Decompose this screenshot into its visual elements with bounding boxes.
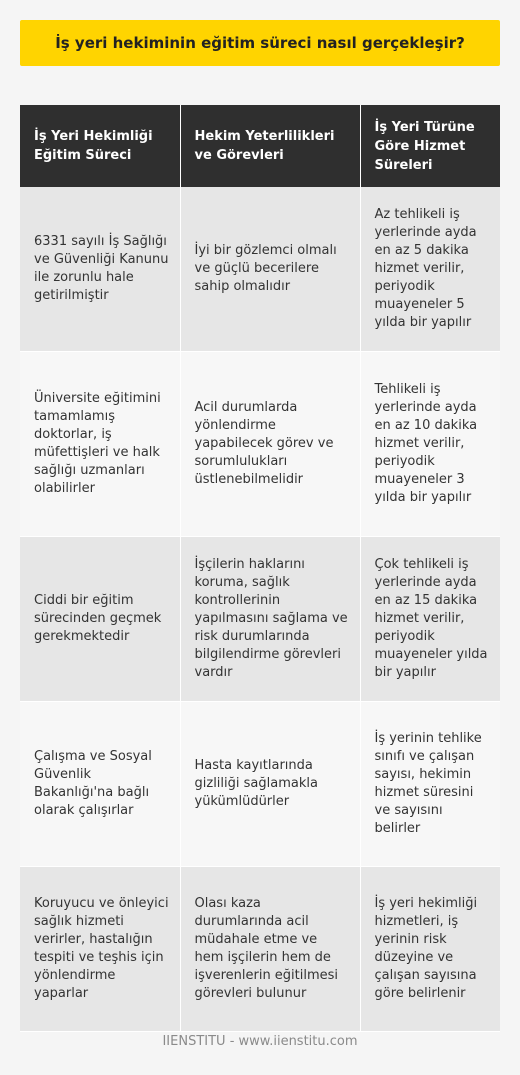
table-row <box>20 537 500 702</box>
column-header: İş Yeri Hekimliği Eğitim Süreci <box>20 105 180 187</box>
table-cell: Az tehlikeli iş yerlerinde ayda en az 5 dakika hizmet verilir, periyodik muayeneler 5 yılda bir yapılır <box>360 187 500 352</box>
table-cell: Çok tehlikeli iş yerlerinde ayda en az 15 dakika hizmet verilir, periyodik muayeneler yılda bir yapılır <box>360 537 500 702</box>
table-cell: İşçilerin haklarını koruma, sağlık kontrollerinin yapılmasını sağlama ve risk durumlarında bilgilendirme görevleri vardır <box>180 537 360 702</box>
table-cell: Çalışma ve Sosyal Güvenlik Bakanlığı'na bağlı olarak çalışırlar <box>20 702 180 867</box>
column-header: Hekim Yeterlilikleri ve Görevleri <box>180 105 360 187</box>
table-header-row <box>20 105 500 187</box>
table-cell: Koruyucu ve önleyici sağlık hizmeti verirler, hastalığın tespiti ve teşhis için yönlendirme yaparlar <box>20 867 180 1032</box>
table-cell: İyi bir gözlemci olmalı ve güçlü becerilere sahip olmalıdır <box>180 187 360 352</box>
table-cell: İş yeri hekimliği hizmetleri, iş yerinin risk düzeyine ve çalışan sayısına göre belirlenir <box>360 867 500 1032</box>
info-table <box>20 105 500 1032</box>
table-cell: Üniversite eğitimini tamamlamış doktorlar, iş müfettişleri ve halk sağlığı uzmanları olabilirler <box>20 352 180 537</box>
footer-credit: IIENSTITU - www.iienstitu.com <box>162 1034 358 1049</box>
table-cell: Olası kaza durumlarında acil müdahale etme ve hem işçilerin hem de işverenlerin eğitilmesi görevleri bulunur <box>180 867 360 1032</box>
table-cell: İş yerinin tehlike sınıfı ve çalışan sayısı, hekimin hizmet süresini ve sayısını belirler <box>360 702 500 867</box>
table-cell: Acil durumlarda yönlendirme yapabilecek görev ve sorumlulukları üstlenebilmelidir <box>180 352 360 537</box>
table-cell: Hasta kayıtlarında gizliliği sağlamakla yükümlüdürler <box>180 702 360 867</box>
table-cell: Tehlikeli iş yerlerinde ayda en az 10 dakika hizmet verilir, periyodik muayeneler 3 yılda bir yapılır <box>360 352 500 537</box>
title-banner <box>20 20 500 66</box>
table-row <box>20 352 500 537</box>
table-cell: 6331 sayılı İş Sağlığı ve Güvenliği Kanunu ile zorunlu hale getirilmiştir <box>20 187 180 352</box>
table-row <box>20 867 500 1032</box>
table-cell: Ciddi bir eğitim sürecinden geçmek gerekmektedir <box>20 537 180 702</box>
column-header: İş Yeri Türüne Göre Hizmet Süreleri <box>360 105 500 187</box>
page-title: İş yeri hekiminin eğitim süreci nasıl gerçekleşir? <box>55 34 465 52</box>
table-row <box>20 702 500 867</box>
table-row <box>20 187 500 352</box>
